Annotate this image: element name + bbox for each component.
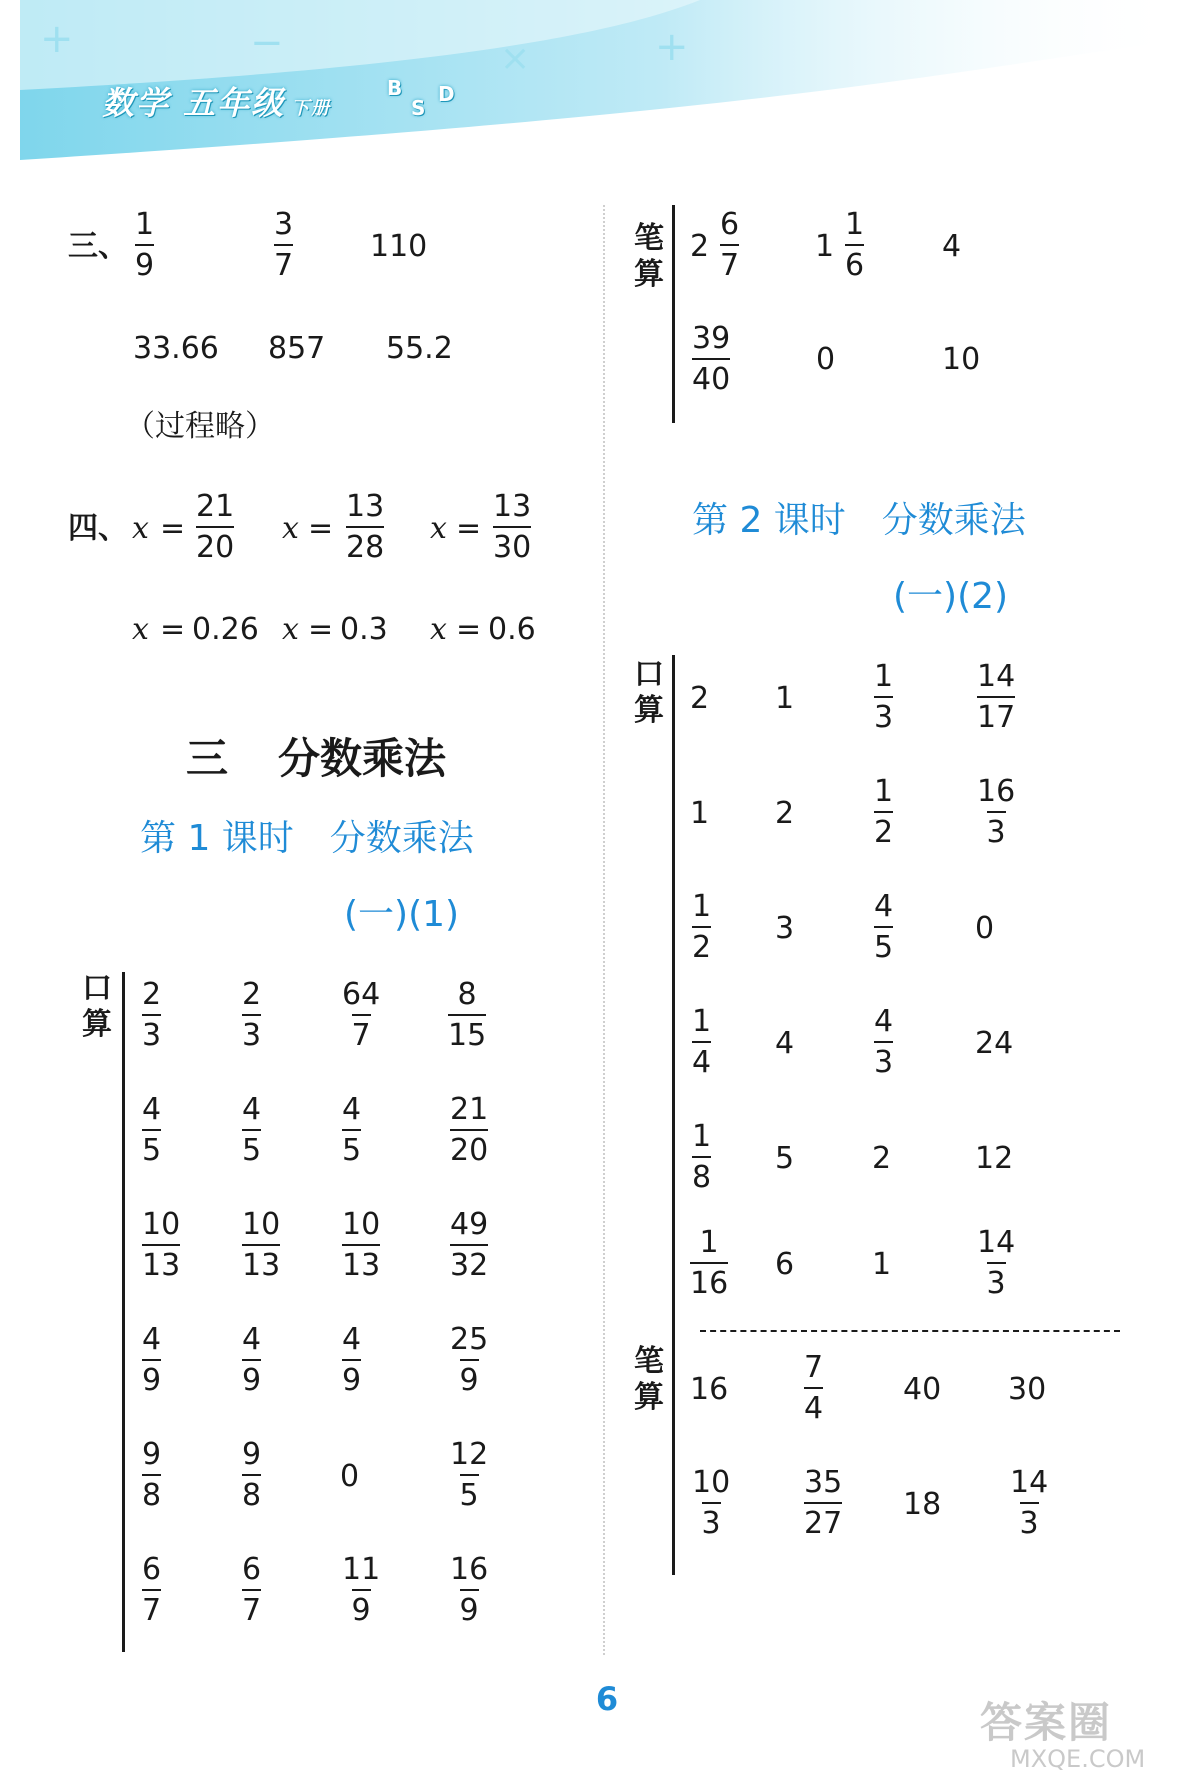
fraction: $\frac{6}{7}$ (720, 207, 740, 283)
oral-label-char: 算 (634, 693, 664, 728)
fraction (802, 1466, 844, 1541)
fraction-denominator: 7 (242, 1589, 261, 1628)
fraction-numerator: 16 (450, 1552, 489, 1587)
fraction-denominator: 2 (692, 926, 711, 965)
fraction-denominator: 15 (448, 1014, 486, 1053)
fraction (240, 978, 263, 1053)
fraction (140, 1438, 163, 1513)
equals-sign: = (308, 612, 334, 647)
fraction-denominator: 7 (142, 1589, 161, 1628)
fraction (975, 660, 1017, 735)
fraction: $\frac{1}{6}$ (845, 207, 865, 283)
written-label-char: 算 (634, 257, 664, 292)
answer-value: 6 (775, 1247, 795, 1282)
fraction-numerator: 4 (242, 1092, 262, 1127)
fraction-denominator: 9 (352, 1589, 371, 1628)
answer-value: 33.66 (133, 331, 219, 366)
fraction-denominator: 20 (450, 1129, 488, 1168)
answer-value: 55.2 (386, 331, 453, 366)
fraction-denominator: 4 (692, 1041, 711, 1080)
mixed-number-whole: 2 (690, 229, 710, 264)
fraction-numerator: 6 (142, 1552, 162, 1587)
fraction (448, 1208, 490, 1283)
oral-rule (672, 655, 675, 1575)
fraction-denominator: 9 (342, 1359, 361, 1398)
written-label-char: 笔 (634, 221, 664, 256)
fraction-denominator: 9 (142, 1359, 161, 1398)
answer-value: 2 (872, 1141, 892, 1176)
answer-value: 10 (942, 342, 981, 377)
fraction-denominator: 16 (690, 1262, 728, 1301)
answer-value: 3 (775, 911, 795, 946)
fraction-numerator: 4 (242, 1322, 262, 1357)
answer-value: 5 (775, 1141, 795, 1176)
answer-value: 12 (975, 1141, 1014, 1176)
fraction (340, 978, 382, 1053)
fraction-denominator: 8 (242, 1474, 261, 1513)
answer-value: 1 (690, 796, 710, 831)
written-label-char: 笔 (634, 1344, 664, 1379)
fraction-numerator: 10 (692, 1465, 731, 1500)
lesson-title: 第 2 课时 分数乘法 (692, 500, 1026, 541)
variable-x: x (282, 612, 299, 647)
column-divider (603, 205, 605, 1655)
fraction (340, 1093, 363, 1168)
fraction-numerator: 64 (342, 977, 381, 1012)
fraction (140, 1553, 163, 1628)
header-subject: 数学 五年级 (102, 84, 286, 122)
fraction-numerator: 14 (977, 659, 1016, 694)
fraction-numerator: 2 (142, 977, 162, 1012)
fraction (872, 1005, 895, 1080)
fraction-numerator: 35 (804, 1465, 843, 1500)
fraction (240, 1093, 263, 1168)
answer-value: 0.6 (488, 612, 536, 647)
fraction-numerator: 2 (242, 977, 262, 1012)
fraction-numerator: 4 (342, 1092, 362, 1127)
fraction (340, 1323, 363, 1398)
fraction-denominator: 9 (460, 1359, 479, 1398)
equals-sign: = (160, 612, 186, 647)
header-letter-s: S (411, 96, 426, 120)
variable-x: x (132, 612, 149, 647)
q4-label: 四、 (68, 511, 128, 546)
svg-text:+: + (40, 16, 74, 62)
fraction-numerator: 1 (699, 1225, 719, 1260)
fraction-numerator: 8 (457, 977, 477, 1012)
written-rule (672, 205, 675, 423)
fraction-denominator: 5 (342, 1129, 361, 1168)
fraction-denominator: 5 (242, 1129, 261, 1168)
fraction (340, 1553, 382, 1628)
answer-value: 2 (690, 681, 710, 716)
fraction (975, 775, 1017, 850)
fraction-numerator: 49 (450, 1207, 489, 1242)
fraction-denominator: 32 (450, 1244, 488, 1283)
fraction-numerator: 21 (450, 1092, 489, 1127)
fraction (448, 1093, 490, 1168)
fraction-denominator: 27 (804, 1502, 842, 1541)
fraction (240, 1553, 263, 1628)
fraction-numerator: 4 (874, 1004, 894, 1039)
equals-sign: = (456, 612, 482, 647)
fraction-denominator: 13 (342, 1244, 380, 1283)
chapter-number: 三 (186, 734, 229, 783)
fraction: $\frac{3}{7}$ (274, 207, 294, 283)
answer-value: 30 (1008, 1372, 1047, 1407)
fraction (802, 1351, 825, 1426)
fraction-denominator: 9 (242, 1359, 261, 1398)
fraction (340, 1208, 382, 1283)
answer-value: 2 (775, 796, 795, 831)
answer-value: 0.26 (192, 612, 259, 647)
fraction-denominator: 3 (874, 696, 893, 735)
fraction-numerator: 10 (342, 1207, 381, 1242)
fraction: $\frac{13}{30}$ (493, 489, 532, 565)
fraction (975, 1226, 1017, 1301)
chapter-title: 分数乘法 (278, 734, 447, 783)
variable-x: x (430, 612, 447, 647)
answer-value: 110 (370, 229, 428, 264)
fraction-numerator: 16 (977, 774, 1016, 809)
oral-label-char: 口 (82, 971, 112, 1006)
svg-text:−: − (250, 20, 284, 66)
fraction-denominator: 9 (460, 1589, 479, 1628)
fraction-numerator: 14 (1010, 1465, 1049, 1500)
fraction (690, 1005, 713, 1080)
fraction (140, 978, 163, 1053)
fraction: $\frac{39}{40}$ (692, 321, 731, 397)
fraction-denominator: 3 (142, 1014, 161, 1053)
fraction: $\frac{1}{9}$ (135, 207, 155, 283)
fraction-denominator: 8 (692, 1156, 711, 1195)
fraction-numerator: 11 (342, 1552, 381, 1587)
fraction-numerator: 10 (242, 1207, 281, 1242)
oral-label-char: 算 (82, 1007, 112, 1042)
header-volume: 下册 (291, 98, 332, 119)
fraction-denominator: 8 (142, 1474, 161, 1513)
fraction (448, 978, 486, 1053)
fraction-numerator: 6 (242, 1552, 262, 1587)
fraction (240, 1208, 282, 1283)
fraction-numerator: 9 (242, 1437, 262, 1472)
variable-x: x (132, 511, 149, 546)
q3-label: 三、 (68, 229, 128, 264)
fraction-denominator: 13 (242, 1244, 280, 1283)
lesson-title: 第 1 课时 分数乘法 (140, 818, 474, 859)
page-number: 6 (595, 1680, 619, 1718)
header-letter-d: D (438, 82, 455, 106)
variable-x: x (430, 511, 447, 546)
fraction-denominator: 5 (460, 1474, 479, 1513)
fraction-numerator: 4 (142, 1322, 162, 1357)
fraction-numerator: 1 (692, 1119, 712, 1154)
equals-sign: = (160, 511, 186, 546)
answer-value: 4 (775, 1026, 795, 1061)
mixed-number-whole: 1 (815, 229, 835, 264)
lesson-subtitle: (一)(2) (893, 576, 1009, 617)
fraction-numerator: 7 (804, 1350, 824, 1385)
fraction-denominator: 17 (977, 696, 1015, 735)
fraction-denominator: 3 (1020, 1502, 1039, 1541)
fraction-numerator: 4 (342, 1322, 362, 1357)
fraction-denominator: 4 (804, 1387, 823, 1426)
fraction (872, 775, 895, 850)
fraction-denominator: 3 (242, 1014, 261, 1053)
svg-text:×: × (500, 38, 531, 79)
fraction-denominator: 3 (874, 1041, 893, 1080)
fraction (448, 1438, 490, 1513)
watermark-logo: 答案圈 (980, 1698, 1113, 1747)
answer-value: 0 (816, 342, 836, 377)
header-letter-b: B (387, 76, 403, 100)
equals-sign: = (456, 511, 482, 546)
answer-value: 0 (340, 1459, 360, 1494)
header-title (102, 78, 331, 124)
fraction (690, 1226, 728, 1301)
fraction: $\frac{21}{20}$ (196, 489, 235, 565)
fraction (1008, 1466, 1050, 1541)
answer-value: 857 (268, 331, 326, 366)
fraction-numerator: 9 (142, 1437, 162, 1472)
fraction-numerator: 4 (874, 889, 894, 924)
fraction-numerator: 12 (450, 1437, 489, 1472)
fraction (448, 1323, 490, 1398)
answer-value: 24 (975, 1026, 1014, 1061)
fraction-numerator: 1 (692, 889, 712, 924)
oral-rule (122, 972, 125, 1652)
watermark-url: MXQE.COM (1010, 1745, 1146, 1773)
svg-text:+: + (655, 24, 689, 70)
fraction-denominator: 7 (352, 1014, 371, 1053)
fraction-numerator: 1 (692, 1004, 712, 1039)
fraction (240, 1438, 263, 1513)
fraction (872, 890, 895, 965)
fraction-denominator: 13 (142, 1244, 180, 1283)
answer-value: 1 (775, 681, 795, 716)
answer-value: 1 (872, 1247, 892, 1282)
fraction-denominator: 2 (874, 811, 893, 850)
fraction (690, 890, 713, 965)
fraction-numerator: 4 (142, 1092, 162, 1127)
fraction (140, 1323, 163, 1398)
fraction (872, 660, 895, 735)
fraction-numerator: 14 (977, 1225, 1016, 1260)
written-label-char: 算 (634, 1380, 664, 1415)
answer-value: 0.3 (340, 612, 388, 647)
fraction-denominator: 3 (987, 811, 1006, 850)
answer-value: 16 (690, 1372, 729, 1407)
fraction-denominator: 5 (874, 926, 893, 965)
answer-value: 40 (903, 1372, 942, 1407)
fraction-numerator: 1 (874, 659, 894, 694)
fraction-denominator: 3 (987, 1262, 1006, 1301)
fraction-denominator: 3 (702, 1502, 721, 1541)
equals-sign: = (308, 511, 334, 546)
answer-value: 4 (942, 229, 962, 264)
section-separator (700, 1330, 1120, 1332)
lesson-subtitle: (一)(1) (344, 894, 460, 935)
process-omitted-note: （过程略） (125, 409, 275, 444)
fraction-numerator: 10 (142, 1207, 181, 1242)
fraction: $\frac{13}{28}$ (346, 489, 385, 565)
fraction-denominator: 5 (142, 1129, 161, 1168)
answer-value: 0 (975, 911, 995, 946)
variable-x: x (282, 511, 299, 546)
fraction (140, 1093, 163, 1168)
fraction (690, 1466, 732, 1541)
fraction (690, 1120, 713, 1195)
answer-value: 18 (903, 1487, 942, 1522)
fraction (140, 1208, 182, 1283)
oral-label-char: 口 (634, 657, 664, 692)
fraction-numerator: 1 (874, 774, 894, 809)
fraction (240, 1323, 263, 1398)
fraction (448, 1553, 490, 1628)
fraction-numerator: 25 (450, 1322, 489, 1357)
